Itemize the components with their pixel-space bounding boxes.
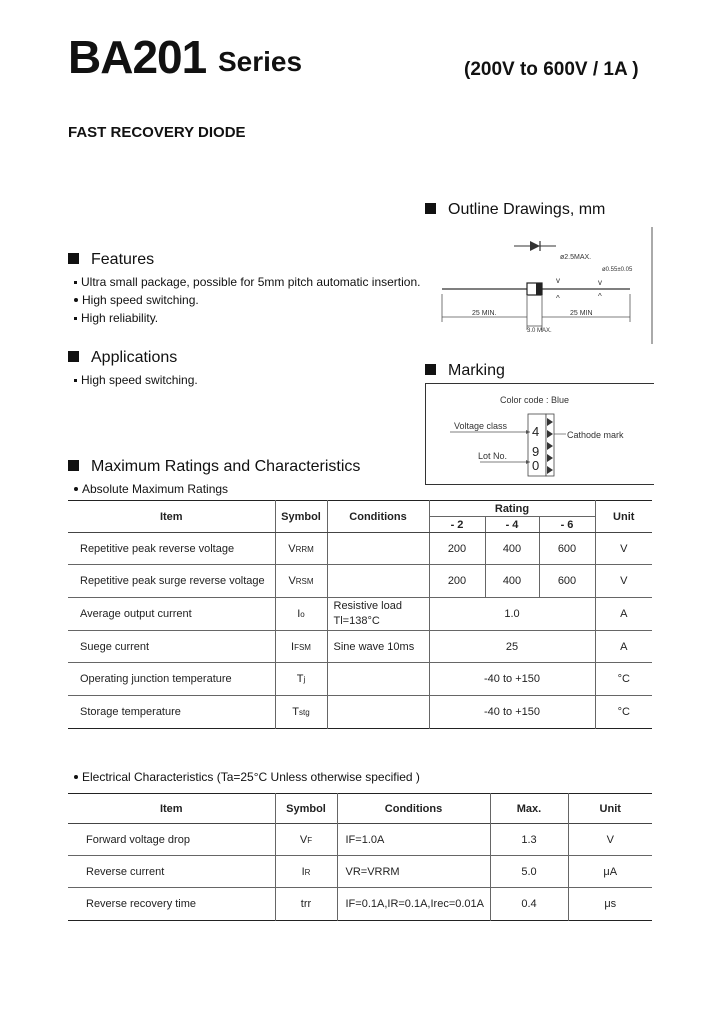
features-title: Features xyxy=(91,251,155,268)
applications-heading xyxy=(68,350,177,366)
col-item: Item xyxy=(68,501,275,533)
cathode-mark-label: Cathode mark xyxy=(567,430,624,440)
col-unit: Unit xyxy=(568,794,652,824)
features-heading xyxy=(68,252,154,268)
table-row: Repetitive peak reverse voltage VRRM 200 400 600 V xyxy=(68,533,652,565)
svg-text:^: ^ xyxy=(598,292,602,301)
table-row: Reverse current IR VR=VRRM 5.0 μA xyxy=(68,856,652,888)
svg-text:^: ^ xyxy=(556,294,560,303)
outline-drawing xyxy=(430,222,660,347)
voltage-class-label: Voltage class xyxy=(454,421,508,431)
electrical-subtitle: Electrical Characteristics (Ta=25°C Unless otherwise specified ) xyxy=(74,771,420,783)
table-row: Repetitive peak surge reverse voltage VRSM 200 400 600 V xyxy=(68,565,652,598)
col-rating: Rating xyxy=(429,501,595,517)
feature-item: High speed switching. xyxy=(74,294,199,306)
col-symbol: Symbol xyxy=(275,501,327,533)
col-rating-6: - 6 xyxy=(539,517,595,533)
col-rating-2: - 2 xyxy=(429,517,485,533)
bullet-icon xyxy=(74,487,78,491)
marking-char: 4 xyxy=(532,424,540,439)
outline-heading xyxy=(425,202,605,218)
table-row: Forward voltage drop VF IF=1.0A 1.3 V xyxy=(68,824,652,856)
lead-right-label: 25 MIN xyxy=(570,310,593,317)
bullet-icon xyxy=(74,775,78,779)
table-row: Suege current IFSM Sine wave 10ms 25 A xyxy=(68,631,652,663)
marking-diagram xyxy=(440,410,570,480)
bullet-icon xyxy=(74,317,77,320)
bullet-icon xyxy=(74,298,78,302)
col-unit: Unit xyxy=(595,501,652,533)
color-code: Color code : Blue xyxy=(500,395,570,405)
lot-number-label: Lot No. xyxy=(478,451,508,461)
col-rating-4: - 4 xyxy=(485,517,539,533)
table-row: Reverse recovery time trr IF=0.1A,IR=0.1A,Irec=0.01A 0.4 μs xyxy=(68,888,652,921)
square-bullet-icon xyxy=(68,351,79,362)
square-bullet-icon xyxy=(425,364,436,375)
feature-item: High reliability. xyxy=(74,312,158,324)
body-length-label: 3.0 MAX. xyxy=(527,328,552,334)
lead-diameter-label: ø0.55±0.05 xyxy=(602,267,633,273)
table-row: Average output current Io Resistive load Tl=138°C 1.0 A xyxy=(68,598,652,631)
square-bullet-icon xyxy=(68,253,79,264)
square-bullet-icon xyxy=(425,203,436,214)
application-item: High speed switching. xyxy=(74,374,198,386)
max-ratings-table xyxy=(68,500,652,729)
electrical-table xyxy=(68,793,652,921)
applications-title: Applications xyxy=(91,349,178,366)
feature-item: Ultra small package, possible for 5mm pitch automatic insertion. xyxy=(74,276,420,288)
ratings-title: Maximum Ratings and Characteristics xyxy=(91,458,361,475)
body-diameter-label: ø2.5MAX. xyxy=(560,254,592,261)
outline-title: Outline Drawings, mm xyxy=(448,201,606,218)
device-type: FAST RECOVERY DIODE xyxy=(68,124,246,141)
lead-left-label: 25 MIN. xyxy=(472,310,497,317)
marking-title: Marking xyxy=(448,362,505,379)
col-conditions: Conditions xyxy=(327,501,429,533)
bullet-icon xyxy=(74,281,77,284)
bullet-icon xyxy=(74,379,77,382)
col-max: Max. xyxy=(490,794,568,824)
marking-char: 0 xyxy=(532,458,540,473)
col-item: Item xyxy=(159,802,183,815)
table-row: Operating junction temperature Tj -40 to +150 °C xyxy=(68,663,652,696)
col-conditions: Conditions xyxy=(337,794,490,824)
rating-range: (200V to 600V / 1A ) xyxy=(464,59,639,80)
series-label: Series xyxy=(218,46,303,77)
abs-max-subtitle: Absolute Maximum Ratings xyxy=(74,483,228,495)
svg-text:v: v xyxy=(598,278,602,287)
marking-char: 9 xyxy=(532,444,540,459)
col-symbol: Symbol xyxy=(275,794,337,824)
ratings-heading xyxy=(68,459,360,475)
marking-heading xyxy=(425,363,505,379)
table-row: Storage temperature Tstg -40 to +150 °C xyxy=(68,696,652,729)
square-bullet-icon xyxy=(68,460,79,471)
part-number: BA201 xyxy=(68,31,207,83)
svg-text:v: v xyxy=(556,276,560,285)
